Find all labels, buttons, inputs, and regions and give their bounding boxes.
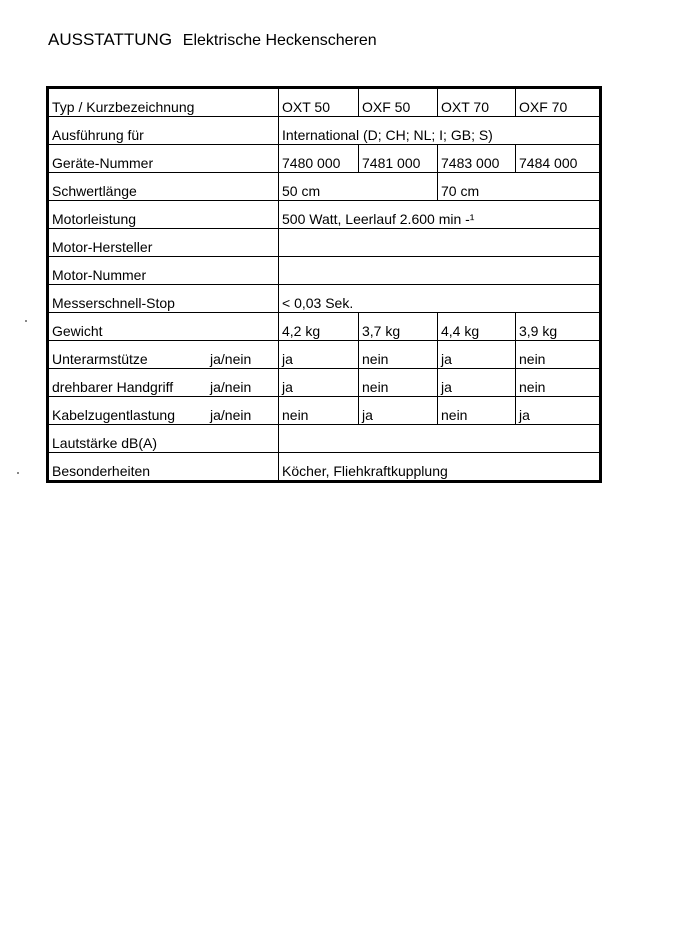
spec-table (46, 86, 602, 483)
row-unit: ja/nein (210, 407, 252, 423)
value-cell: < 0,03 Sek. (279, 285, 601, 313)
value-cell: 3,7 kg (359, 313, 438, 341)
row-label-text: Unterarmstütze (52, 351, 148, 367)
table-row-handgriff (48, 369, 601, 397)
value-cell: nein (359, 369, 438, 397)
row-unit: ja/nein (210, 351, 252, 367)
row-label: Motorleistung (48, 201, 279, 229)
row-label: Motor-Hersteller (48, 229, 279, 257)
table-row-gewicht (48, 313, 601, 341)
row-unit: ja/nein (210, 379, 252, 395)
table-row-motorleistung (48, 201, 601, 229)
row-label: Geräte-Nummer (48, 145, 279, 173)
value-cell: Köcher, Fliehkraftkupplung (279, 453, 601, 482)
row-label-text: Kabelzugentlastung (52, 407, 175, 423)
value-cell: 7481 000 (359, 145, 438, 173)
table-row-messerschnell-stop (48, 285, 601, 313)
table-row-lautstaerke (48, 425, 601, 453)
value-cell: 50 cm (279, 173, 438, 201)
value-cell: International (D; CH; NL; I; GB; S) (279, 117, 601, 145)
row-label: Lautstärke dB(A) (48, 425, 279, 453)
table-row-unterarmstuetze (48, 341, 601, 369)
row-label: Besonderheiten (48, 453, 279, 482)
scan-speck (25, 320, 27, 322)
value-cell: nein (438, 397, 516, 425)
value-cell: nein (359, 341, 438, 369)
value-cell: 70 cm (438, 173, 601, 201)
table-row-besonderheiten (48, 453, 601, 482)
table-row-schwertlaenge (48, 173, 601, 201)
model-cell: OXF 70 (516, 88, 601, 117)
table-row-header (48, 88, 601, 117)
title-subtitle: Elektrische Heckenscheren (182, 32, 377, 49)
value-cell: ja (279, 341, 359, 369)
value-cell: ja (516, 397, 601, 425)
row-label (48, 341, 279, 369)
value-cell: ja (279, 369, 359, 397)
page-title (48, 30, 377, 50)
value-cell: 4,2 kg (279, 313, 359, 341)
table-row-ausfuehrung (48, 117, 601, 145)
value-cell (279, 257, 601, 285)
value-cell: nein (516, 369, 601, 397)
value-cell: ja (438, 341, 516, 369)
row-label: Ausführung für (48, 117, 279, 145)
model-cell: OXT 70 (438, 88, 516, 117)
row-label: Motor-Nummer (48, 257, 279, 285)
value-cell: 500 Watt, Leerlauf 2.600 min -¹ (279, 201, 601, 229)
scan-speck (17, 472, 19, 474)
value-cell: 7483 000 (438, 145, 516, 173)
value-cell: 7484 000 (516, 145, 601, 173)
value-cell: 4,4 kg (438, 313, 516, 341)
model-cell: OXT 50 (279, 88, 359, 117)
row-label (48, 369, 279, 397)
table-row-motor-hersteller (48, 229, 601, 257)
value-cell: ja (438, 369, 516, 397)
value-cell (279, 425, 601, 453)
row-label: Messerschnell-Stop (48, 285, 279, 313)
table-row-kabelzug (48, 397, 601, 425)
row-label: Schwertlänge (48, 173, 279, 201)
table-row-geraete-nummer (48, 145, 601, 173)
value-cell: nein (516, 341, 601, 369)
value-cell: nein (279, 397, 359, 425)
row-label: Gewicht (48, 313, 279, 341)
row-label (48, 397, 279, 425)
row-label-text: drehbarer Handgriff (52, 379, 174, 395)
row-label: Typ / Kurzbezeichnung (48, 88, 279, 117)
table-row-motor-nummer (48, 257, 601, 285)
value-cell (279, 229, 601, 257)
value-cell: ja (359, 397, 438, 425)
model-cell: OXF 50 (359, 88, 438, 117)
value-cell: 7480 000 (279, 145, 359, 173)
value-cell: 3,9 kg (516, 313, 601, 341)
title-main: AUSSTATTUNG (48, 30, 173, 49)
